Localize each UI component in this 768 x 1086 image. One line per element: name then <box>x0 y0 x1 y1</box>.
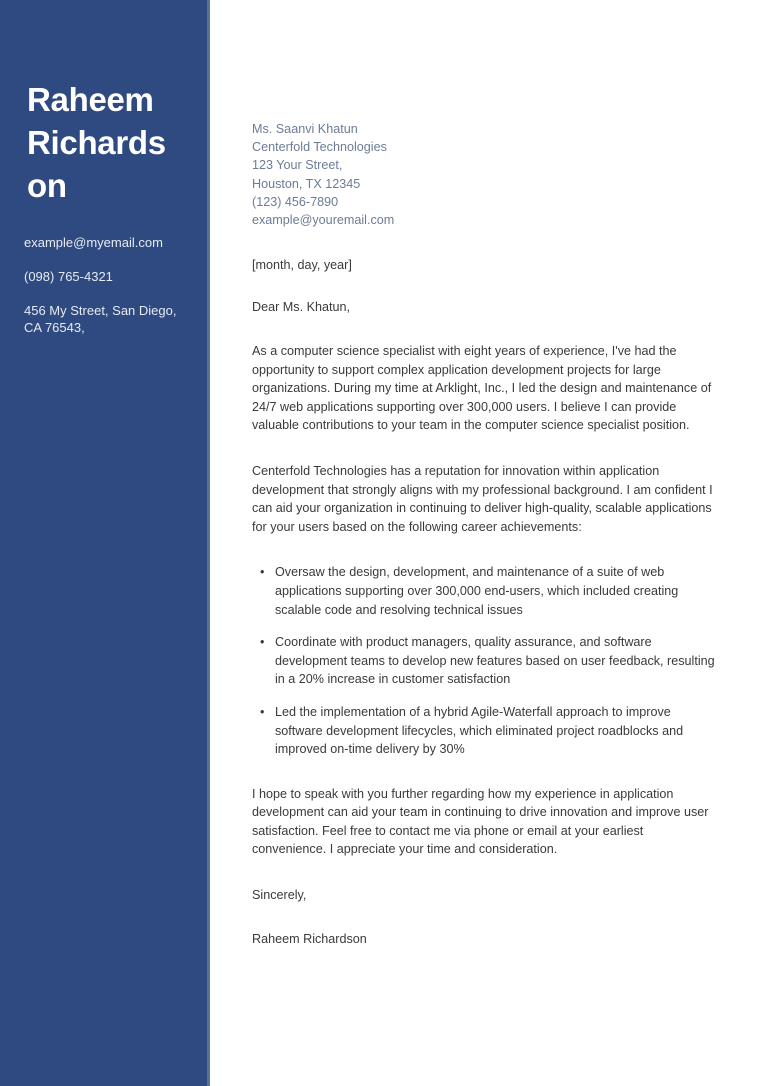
achievements-list <box>252 563 720 758</box>
letter-signoff: Sincerely, <box>252 888 307 903</box>
recipient-email: example@youremail.com <box>252 213 395 228</box>
sender-phone: (098) 765-4321 <box>24 269 113 284</box>
letter-paragraph-2: Centerfold Technologies has a reputation for innovation within application development that strongly aligns with my professional background. I am confident I can aid your organization in continuing to deliver high-quality, scalable applications for your users based on the following career achievements: <box>252 463 713 534</box>
recipient-street: 123 Your Street, <box>252 158 343 173</box>
sender-name-line-2: Richards <box>27 124 166 161</box>
recipient-block <box>252 120 682 229</box>
sender-contact-block <box>24 234 196 336</box>
bullet-icon: • <box>260 635 265 650</box>
list-item <box>252 703 720 759</box>
letter-paragraph-1: As a computer science specialist with eight years of experience, I've had the opportunity to support complex application development projects for large organizations. During my time at Arklight, Inc., I led the design and maintenance of 24/7 web applications supporting over 300,000 users. I believe I can provide valuable contributions to your team in the computer science specialist position. <box>252 344 712 433</box>
achievement-text: Coordinate with product managers, quality assurance, and software development teams to develop new features based on user feedback, resulting in a 20% increase in customer satisfaction <box>275 635 715 687</box>
letter-content <box>252 256 720 948</box>
sender-email: example@myemail.com <box>24 235 163 250</box>
sender-name-line-1: Raheem <box>27 81 154 118</box>
achievement-text: Oversaw the design, development, and maintenance of a suite of web applications supporting over 300,000 end-users, which included creating scalable code and resolving technical issues <box>275 565 679 617</box>
achievement-text: Led the implementation of a hybrid Agile-Waterfall approach to improve software development lifecycles, which eliminated project roadblocks and improved on-time delivery by 30% <box>275 704 684 757</box>
list-item <box>252 633 720 689</box>
bullet-icon: • <box>260 704 265 719</box>
list-item <box>252 563 720 619</box>
sender-address: 456 My Street, San Diego, CA 76543, <box>24 303 177 335</box>
recipient-phone: (123) 456-7890 <box>252 194 339 209</box>
letter-signature: Raheem Richardson <box>252 932 367 947</box>
letter-date: [month, day, year] <box>252 258 352 272</box>
sender-name-block <box>27 78 192 207</box>
sender-name-line-3: on <box>27 167 67 204</box>
sidebar <box>0 0 210 1086</box>
recipient-name: Ms. Saanvi Khatun <box>252 122 358 136</box>
letter-body <box>210 0 768 1086</box>
recipient-city-state-zip: Houston, TX 12345 <box>252 176 361 191</box>
bullet-icon: • <box>260 565 265 580</box>
recipient-company: Centerfold Technologies <box>252 140 387 155</box>
letter-paragraph-3: I hope to speak with you further regarding how my experience in application development can aid your team in continuing to drive innovation and improve user satisfaction. Feel free to contact me via phone or email at your earliest convenience. I appreciate your time and consideration. <box>252 786 709 857</box>
letter-salutation: Dear Ms. Khatun, <box>252 300 350 314</box>
